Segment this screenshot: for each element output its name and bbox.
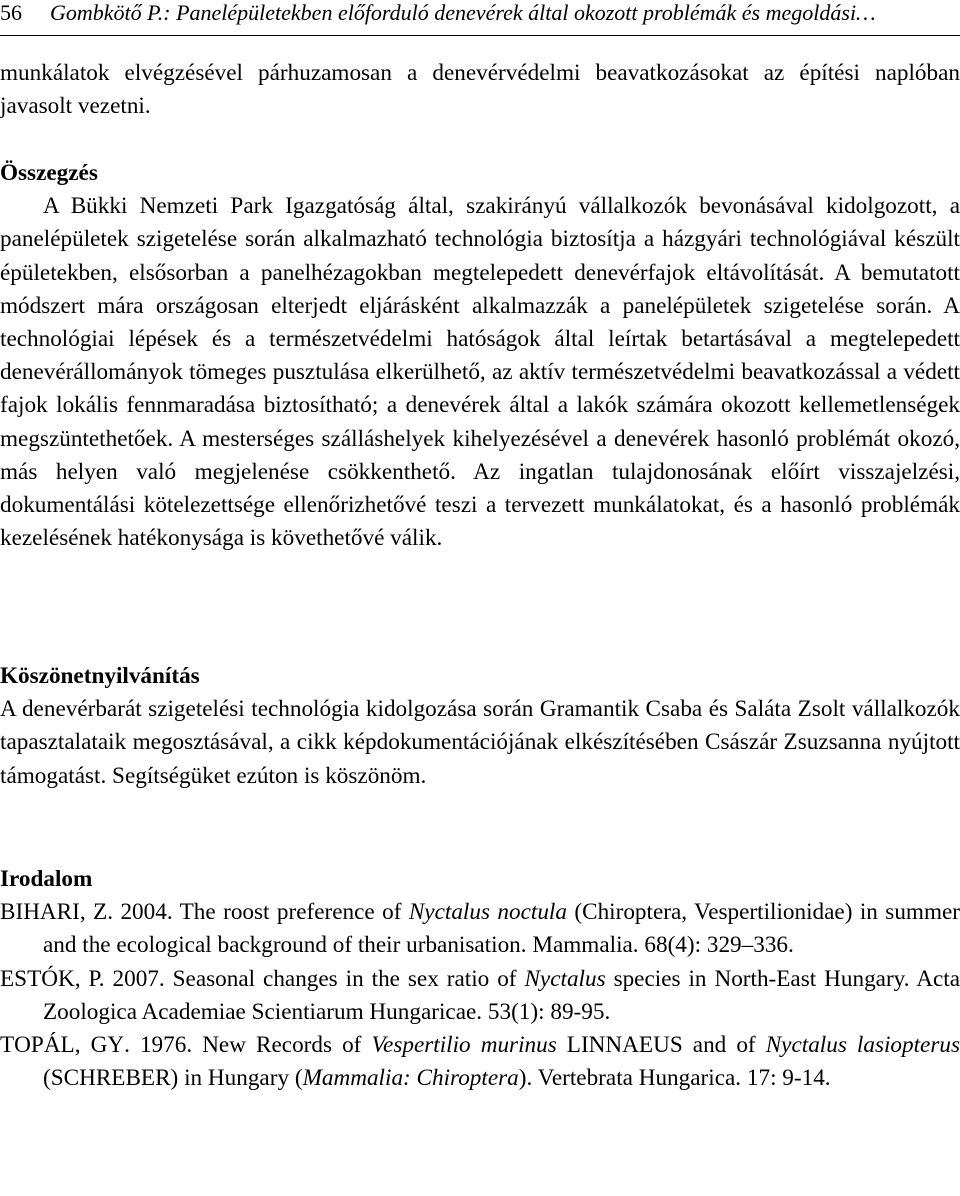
intro-block: [0, 57, 960, 123]
reference-item: [0, 896, 960, 962]
ref-text: (SCHREBER) in Hungary (: [43, 1065, 303, 1092]
ref-species-name: Nyctalus: [524, 965, 606, 992]
ref-text: , G: [74, 1032, 108, 1059]
ref-author-smallcaps: Y: [107, 1032, 125, 1059]
ref-taxon-name: Mammalia: Chiroptera: [302, 1065, 519, 1092]
acknowledgements-heading: Köszönetnyilvánítás: [0, 663, 200, 689]
ref-author-initial: T: [0, 1032, 15, 1059]
ref-text: LINNAEUS and of: [556, 1032, 766, 1059]
ref-text: species in North-East Hungary. Acta Zoologica Academiae Scientiarum Hungaricae. 53(1): 89-95.: [43, 965, 960, 1025]
ref-author-initial: B: [0, 899, 16, 926]
page-number: 56: [0, 0, 22, 25]
running-header: [0, 0, 960, 34]
ref-author-smallcaps: STÓK: [14, 965, 75, 992]
intro-paragraph: munkálatok elvégzésével párhuzamosan a denevérvédelmi beavatkozásokat az építési naplóban javasolt vezetni.: [0, 60, 960, 120]
ref-species-name: Nyctalus lasiopterus: [765, 1032, 960, 1059]
ref-species-name: Nyctalus noctula: [408, 899, 567, 926]
summary-heading: Összegzés: [0, 160, 98, 186]
acknowledgements-paragraph: A denevérbarát szigetelési technológia kidolgozása során Gramantik Csaba és Saláta Zsolt vállalkozók tapasztalataik megosztásával, a cikk képdokumentációjának elkészítésében Császár Zsuzsanna nyújtott támogatást. Segítségüket ezúton is köszönöm.: [0, 696, 960, 789]
ref-text: , P. 2007. Seasonal changes in the sex ratio of: [74, 965, 525, 992]
ref-author-initial: E: [0, 965, 15, 992]
references-section: [0, 863, 960, 1095]
summary-section: [0, 157, 960, 555]
reference-item: [0, 963, 960, 1029]
ref-text: , Z. 2004. The roost preference of: [79, 899, 409, 926]
ref-text: ). Vertebrata Hungarica. 17: 9-14.: [518, 1065, 831, 1092]
acknowledgements-section: [0, 660, 960, 793]
ref-author-smallcaps: OPÁL: [14, 1032, 75, 1059]
summary-paragraph: A Bükki Nemzeti Park Igazgatóság által, szakirányú vállalkozók bevonásával kidolgozott, a panelépületek szigetelése során alkalmazható technológia biztosítja a házgyári technológiával készült épületekben, elsősorban a panelhézagokban megtelepedett denevérfajok eltávolítását. A bemutatott módszert mára országosan elterjedt eljárásként alkalmazzák a panelépületek szigetelése során. A technológiai lépések és a természetvédelmi hatóságok által leírtak betartásával a megtelepedett denevérállományok tömeges pusztulása elkerülhető, az aktív természetvédelmi beavatkozással a védett fajok lokális fennmaradása biztosítható; a denevérek által a lakók számára okozott kellemetlenségek megszüntethetőek. A mesterséges szálláshelyek kihelyezésével a denevérek hasonló problémát okozó, más helyen való megjelenése csökkenthető. Az ingatlan tulajdonosának előírt visszajelzési, dokumentálási kötelezettsége ellenőrizhetővé teszi a tervezett munkálatokat, és a hasonló problémák kezelésének hatékonysága is követhetővé válik.: [0, 193, 960, 552]
ref-text: . 1976. New Records of: [124, 1032, 372, 1059]
ref-text: (Chiroptera, Vespertilionidae) in summer and the ecological background of their urbanisation. Mammalia. 68(4): 329–336.: [43, 899, 960, 959]
header-rule: [0, 35, 960, 36]
ref-author-smallcaps: IHARI: [15, 899, 80, 926]
references-heading: Irodalom: [0, 866, 93, 892]
running-title: Gombkötő P.: Panelépületekben előforduló denevérek által okozott problémák és megoldási…: [50, 0, 876, 25]
reference-item: [0, 1029, 960, 1095]
ref-species-name: Vespertilio murinus: [371, 1032, 557, 1059]
